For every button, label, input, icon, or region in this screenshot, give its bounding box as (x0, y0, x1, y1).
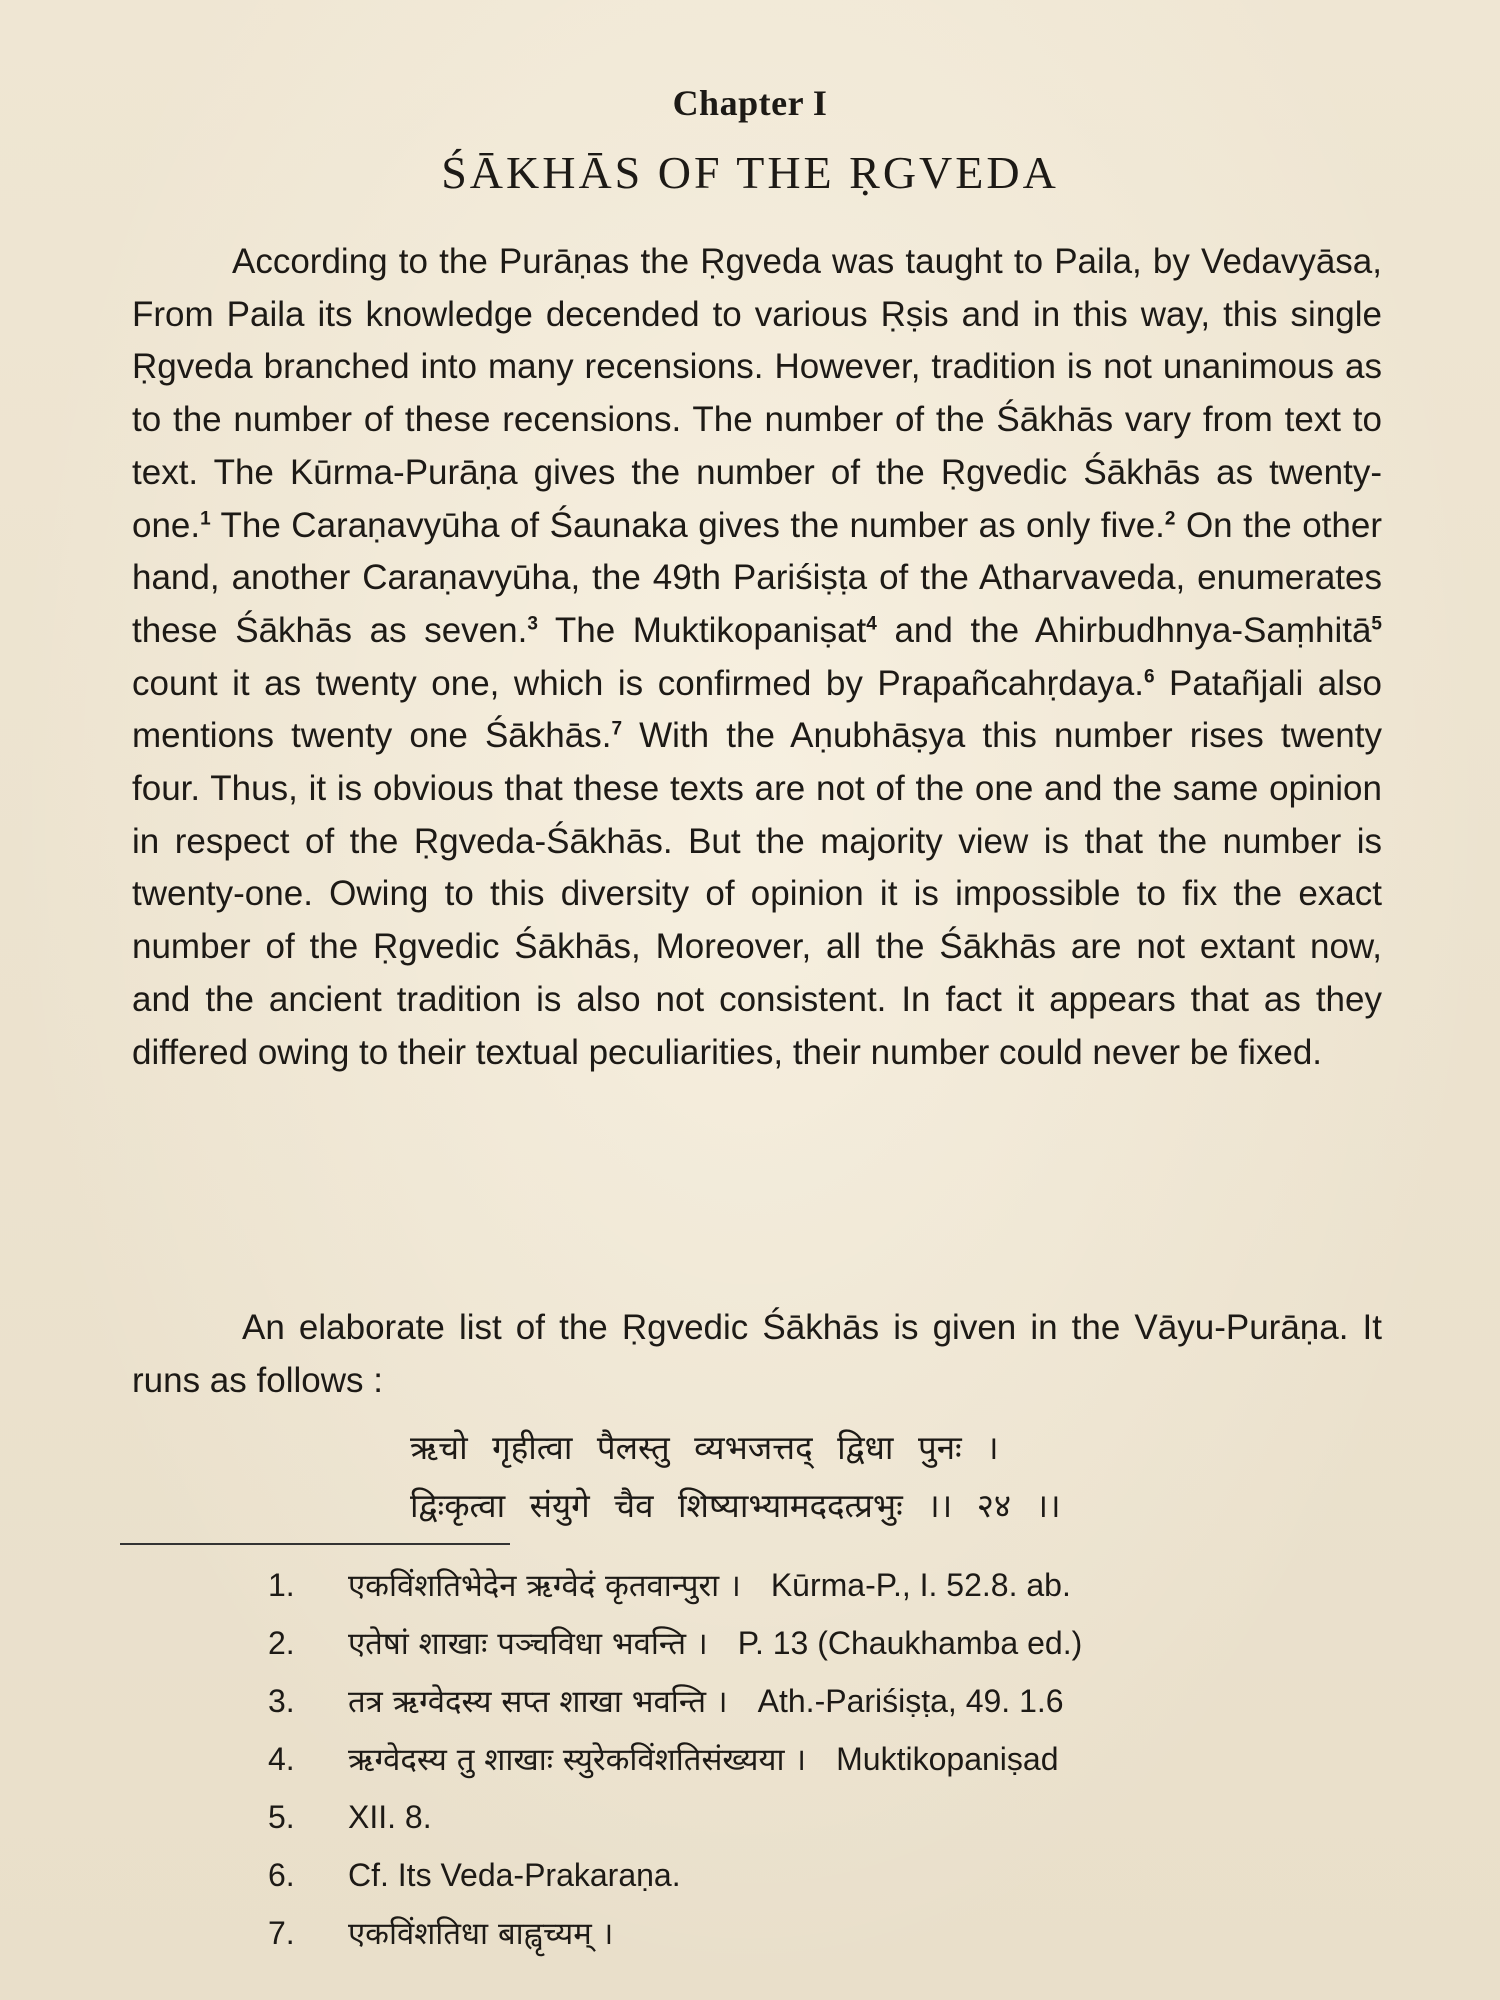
footnote-number: 3. (268, 1683, 295, 1719)
footnote-source: P. 13 (Chaukhamba ed.) (737, 1625, 1083, 1661)
footnote-source: Muktikopaniṣad (836, 1741, 1059, 1777)
footnote-quote: Cf. Its Veda-Prakaraṇa. (348, 1857, 681, 1893)
footnote-marker: 6 (1143, 665, 1155, 687)
footnote-quote: एकविंशतिधा बाह्वृच्यम् । (348, 1916, 614, 1952)
paragraph-2 (132, 1302, 1382, 1407)
footnote-number: 7. (268, 1915, 295, 1951)
verse-line-2: द्विःकृत्वा संयुगे चैव शिष्याभ्यामददत्प्रभुः ।। २४ ।। (410, 1486, 1061, 1525)
footnote-marker: 4 (866, 613, 877, 635)
text-run: and the Ahirbudhnya-Saṃhitā (876, 610, 1372, 650)
footnote-source: Ath.-Pariśiṣṭa, 49. 1.6 (757, 1683, 1064, 1719)
footnote-number: 2. (268, 1625, 295, 1661)
footnote-5 (268, 1788, 1398, 1846)
footnote-marker: 7 (611, 718, 623, 740)
footnote-7 (268, 1904, 1398, 1962)
footnote-quote: तत्र ऋग्वेदस्य सप्त शाखा भवन्ति । (348, 1684, 728, 1720)
chapter-label: Chapter I (672, 83, 828, 123)
footnote-2 (268, 1614, 1398, 1672)
footnote-number: 6. (268, 1857, 295, 1893)
footnote-number: 1. (268, 1567, 295, 1603)
footnote-marker: 2 (1164, 507, 1176, 529)
footnote-quote: एकविंशतिभेदेन ऋग्वेदं कृतवान्पुरा । (348, 1568, 741, 1604)
footnote-quote: ऋग्वेदस्य तु शाखाः स्युरेकविंशतिसंख्यया । (348, 1742, 807, 1778)
footnote-marker: 5 (1371, 613, 1382, 635)
chapter-title: ŚĀKHĀS OF THE ṚGVEDA (441, 147, 1059, 198)
footnote-3 (268, 1672, 1398, 1730)
footnote-quote: XII. 8. (348, 1799, 432, 1835)
text-run: An elaborate list of the Ṛgvedic Śākhās is given in the Vāyu-Purāṇa. It runs as follows : (132, 1308, 1382, 1400)
footnote-source: Kūrma-P., I. 52.8. ab. (770, 1567, 1071, 1603)
footnote-number: 5. (268, 1799, 295, 1835)
footnotes (268, 1556, 1398, 1962)
footnote-divider (120, 1543, 510, 1545)
text-run: Patañjali also mentions twenty one Śākhās. (132, 663, 1383, 756)
text-run: According to the Purāṇas the Ṛgveda was taught to Paila, by Vedavyāsa, From Paila its knowledge decended to various Ṛṣis and in this way, this single Ṛgveda branched into many recensions. However, tradition is not unanimous as to the number of these recensions. The number of the Śākhās vary from text to text. The Kūrma-Purāṇa gives the number of the Ṛgvedic Śākhās as twenty-one. (132, 242, 1382, 545)
text-run: The Caraṇavyūha of Śaunaka gives the number as only five. (210, 505, 1165, 545)
footnote-4 (268, 1730, 1398, 1788)
text-run: With the Aṇubhāṣya this number rises twenty four. Thus, it is obvious that these texts are not of the one and the same opinion in respect of the Ṛgveda-Śākhās. But the majority view is that the number is twenty-one. Owing to this diversity of opinion it is impossible to fix the exact number of the Ṛgvedic Śākhās, Moreover, all the Śākhās are not extant now, and the ancient tradition is also not consistent. In fact it appears that as they differed owing to their textual peculiarities, their number could never be fixed. (132, 716, 1382, 1072)
text-run: On the other hand, another Caraṇavyūha, the 49th Pariśiṣṭa of the Atharvaveda, enumerates these Śākhās as seven. (132, 505, 1382, 650)
paragraph-1 (132, 236, 1382, 1079)
text-run: count it as twenty one, which is confirmed by Prapañcahṛdaya. (132, 663, 1144, 703)
footnote-quote: एतेषां शाखाः पञ्चविधा भवन्ति । (348, 1626, 708, 1662)
footnote-number: 4. (268, 1741, 295, 1777)
footnote-marker: 3 (527, 613, 538, 635)
footnote-marker: 1 (200, 507, 211, 529)
verse-line-1: ऋचो गृहीत्वा पैलस्तु व्यभजत्तद् द्विधा पुनः । (410, 1428, 999, 1467)
footnote-6 (268, 1846, 1398, 1904)
text-run: The Muktikopaniṣat (537, 610, 867, 650)
footnote-1 (268, 1556, 1398, 1614)
